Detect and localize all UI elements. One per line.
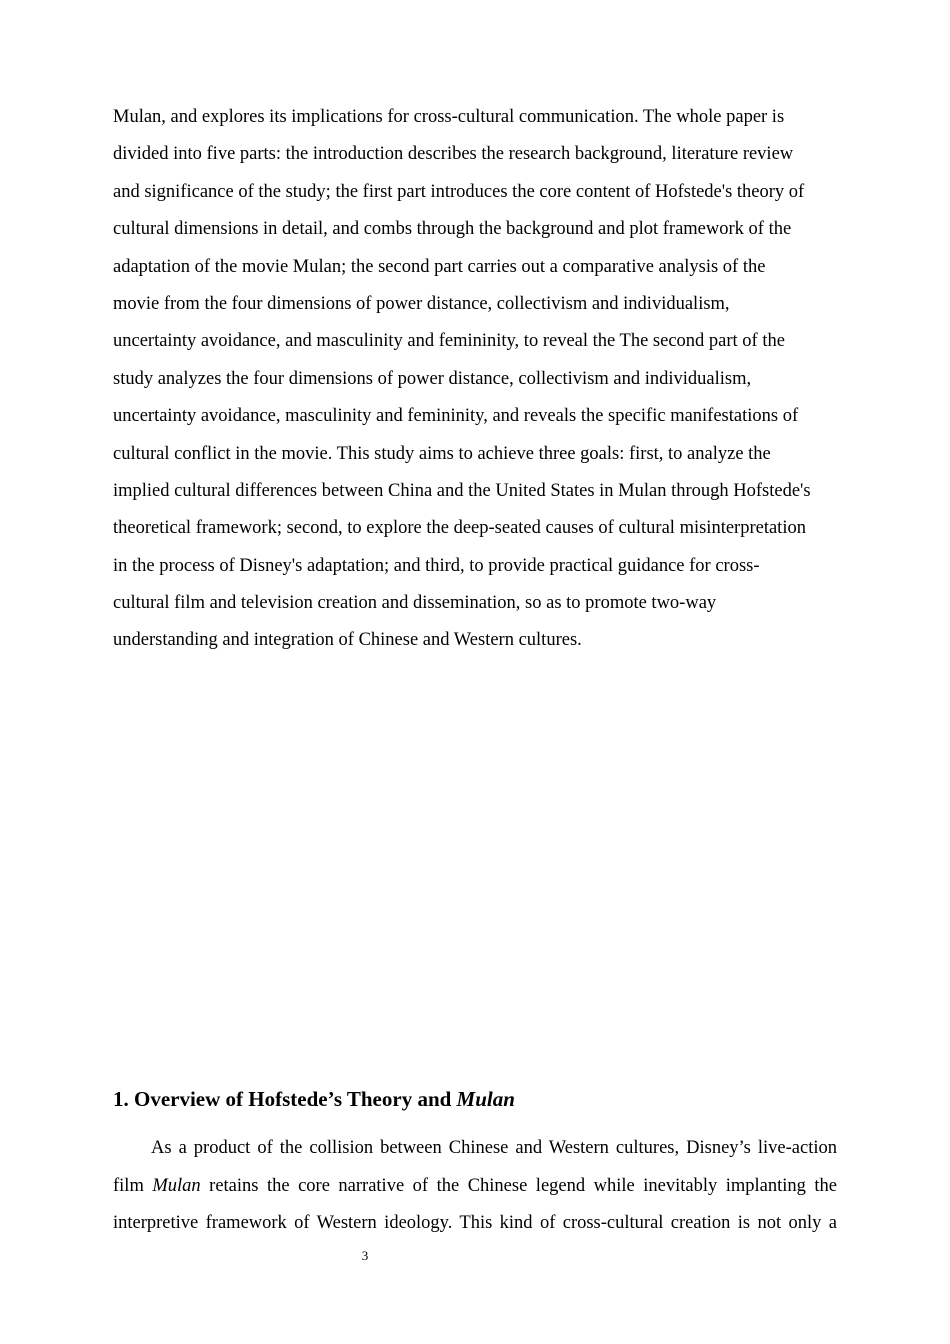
text-line: cultural film and television creation and dissemination, so as to promote two-way (113, 593, 717, 614)
text-line: cultural conflict in the movie. This study aims to achieve three goals: first, to analyze the (113, 443, 771, 464)
text-line: divided into five parts: the introduction describes the research background, literature review (113, 144, 794, 165)
text-line: interpretive framework of Western ideology. This kind of cross-cultural creation is not only a (113, 1213, 837, 1234)
text-line: study analyzes the four dimensions of power distance, collectivism and individualism, (113, 368, 752, 389)
text-line (113, 1168, 837, 1206)
film-title-italic: Mulan (152, 1175, 201, 1196)
intro-paragraph (113, 99, 843, 660)
text-line: theoretical framework; second, to explore the deep-seated causes of cultural misinterpretation (113, 518, 806, 539)
section-heading-italic: Mulan (456, 1087, 515, 1111)
page-number: 3 (361, 1248, 369, 1263)
section-heading (113, 1084, 515, 1114)
text-line: Mulan, and explores its implications for cross-cultural communication. The whole paper is (113, 107, 785, 127)
text-run: film (113, 1175, 153, 1196)
text-line: As a product of the collision between Chinese and Western cultures, Disney’s live-action (151, 1138, 837, 1158)
text-line: movie from the four dimensions of power distance, collectivism and individualism, (113, 293, 730, 314)
section-paragraph (113, 1130, 837, 1243)
text-line: implied cultural differences between China and the United States in Mulan through Hofstede's (113, 480, 811, 501)
text-line: in the process of Disney's adaptation; and third, to provide practical guidance for cross- (113, 555, 760, 576)
text-run: retains the core narrative of the Chinese legend while inevitably implanting the (200, 1175, 837, 1196)
text-line: adaptation of the movie Mulan; the second part carries out a comparative analysis of the (113, 256, 766, 277)
text-line: understanding and integration of Chinese and Western cultures. (113, 630, 582, 651)
text-line: and significance of the study; the first part introduces the core content of Hofstede's theory of (113, 181, 805, 202)
text-line: cultural dimensions in detail, and combs through the background and plot framework of the (113, 219, 792, 240)
section-heading-text: 1. Overview of Hofstede’s Theory and (113, 1087, 457, 1111)
text-line: uncertainty avoidance, masculinity and femininity, and reveals the specific manifestations of (113, 406, 799, 427)
text-line: uncertainty avoidance, and masculinity and femininity, to reveal the The second part of the (113, 331, 785, 352)
